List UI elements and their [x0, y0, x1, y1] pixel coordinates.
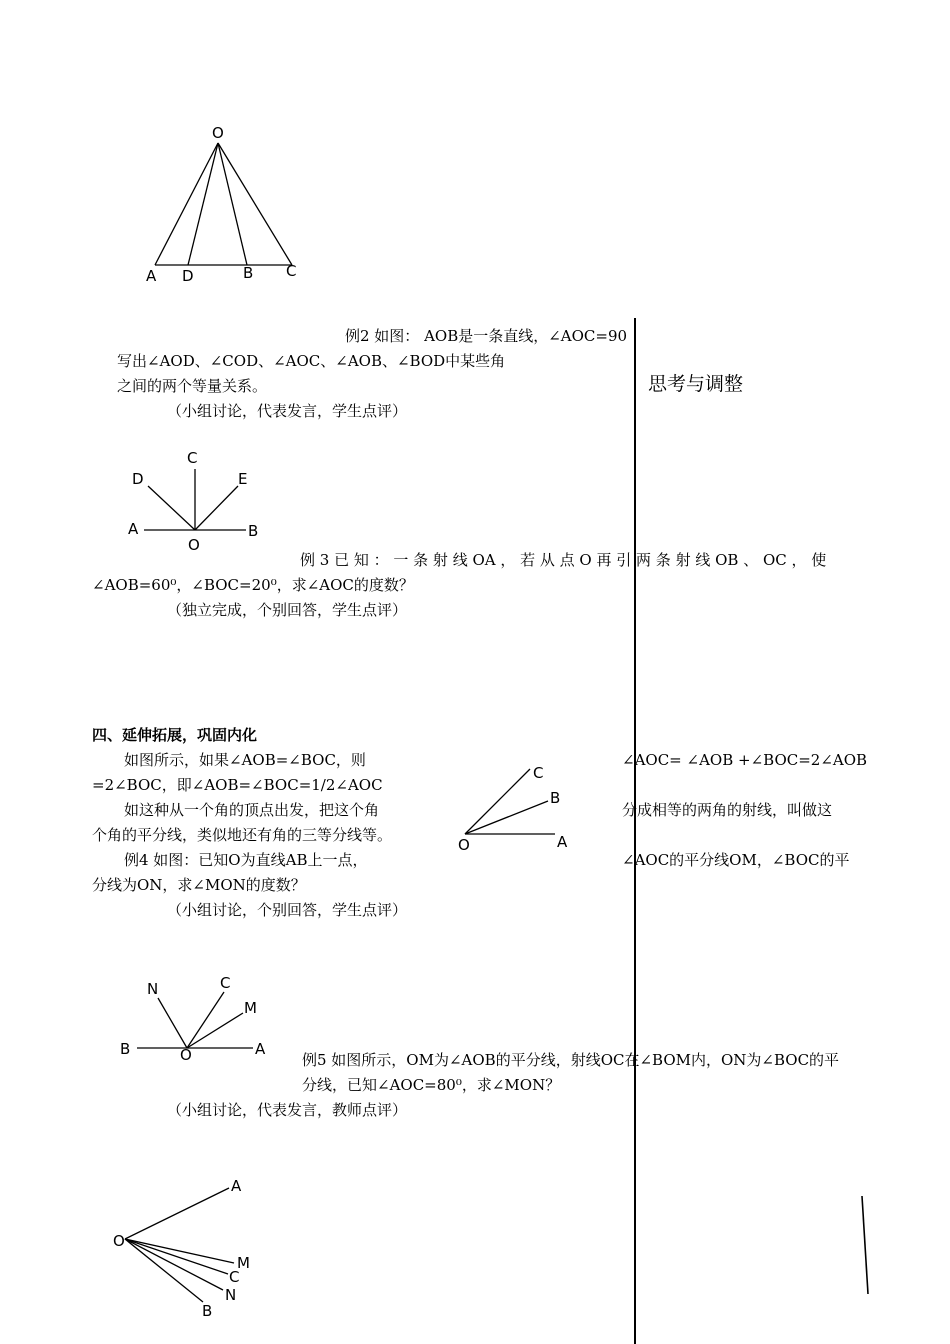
section4-p2-left: 如这种从一个角的顶点出发，把这个角 — [124, 801, 380, 819]
section4-p2-right: 分成相等的两角的射线，叫做这 — [622, 801, 833, 819]
fig5-label-c: C — [229, 1268, 240, 1286]
fig5-label-m: M — [237, 1254, 250, 1272]
section4-p1-right: ∠AOC= ∠AOB +∠BOC=2∠AOB — [622, 751, 868, 769]
fig1-label-d: D — [182, 267, 194, 285]
fig4-label-o: O — [180, 1046, 192, 1064]
fig4-label-a: A — [255, 1040, 266, 1058]
example3-note: （独立完成，个别回答，学生点评） — [167, 601, 408, 619]
margin-stroke — [862, 1196, 868, 1294]
figure-1-lines — [155, 143, 292, 265]
example4-right: ∠AOC的平分线OM，∠BOC的平 — [622, 851, 850, 869]
side-column-title: 思考与调整 — [648, 373, 744, 395]
fig3-label-b: B — [550, 789, 561, 807]
fig2-label-o: O — [188, 536, 200, 554]
example2-line1: 例2 如图： AOB是一条直线，∠AOC=90 — [345, 327, 628, 345]
example4-note: （小组讨论，个别回答，学生点评） — [167, 901, 408, 919]
section4-p1-line2: =2∠BOC，即∠AOB=∠BOC=1/2∠AOC — [92, 776, 383, 794]
example3-line2: ∠AOB=60⁰，∠BOC=20⁰，求∠AOC的度数？ — [92, 576, 414, 594]
fig2-label-b: B — [248, 522, 259, 540]
fig4-label-m: M — [244, 999, 257, 1017]
example4-left: 例4 如图：已知O为直线AB上一点， — [124, 851, 368, 869]
fig2-label-d: D — [132, 470, 144, 488]
example2-line3: 之间的两个等量关系。 — [117, 377, 268, 395]
fig2-label-a: A — [128, 520, 139, 538]
figure-3-lines — [465, 769, 555, 834]
fig1-label-b: B — [243, 264, 254, 282]
example5-line2: 分线，已知∠AOC=80⁰，求∠MON？ — [302, 1076, 561, 1094]
fig3-label-o: O — [458, 836, 470, 854]
fig5-label-n: N — [225, 1286, 237, 1304]
fig3-label-c: C — [533, 764, 544, 782]
fig5-label-b: B — [202, 1302, 213, 1320]
fig1-label-o: O — [212, 124, 224, 142]
figure-2-lines — [144, 469, 246, 530]
section4-p1-left: 如图所示，如果∠AOB=∠BOC，则 — [124, 751, 366, 769]
figure-4-lines — [137, 992, 253, 1048]
fig4-label-b: B — [120, 1040, 131, 1058]
example2-note: （小组讨论，代表发言，学生点评） — [167, 402, 408, 420]
column-divider — [634, 318, 636, 1344]
section4-p2-line2: 个角的平分线，类似地还有角的三等分线等。 — [92, 826, 393, 844]
figure-5-lines — [125, 1188, 237, 1304]
example5-note: （小组讨论，代表发言，教师点评） — [167, 1101, 408, 1119]
fig4-label-c: C — [220, 974, 231, 992]
fig2-label-c: C — [187, 449, 198, 467]
example2-line2: 写出∠AOD、∠COD、∠AOC、∠AOB、∠BOD中某些角 — [117, 352, 506, 370]
fig3-label-a: A — [557, 833, 568, 851]
fig5-label-o: O — [113, 1232, 125, 1250]
fig1-label-c: C — [286, 262, 297, 280]
section4-heading: 四、延伸拓展，巩固内化 — [92, 726, 258, 744]
fig5-label-a: A — [231, 1177, 242, 1195]
example5-line1: 例5 如图所示，OM为∠AOB的平分线，射线OC在∠BOM内，ON为∠BOC的平 — [302, 1051, 840, 1069]
fig1-label-a: A — [146, 267, 157, 285]
example4-line2: 分线为ON，求∠MON的度数？ — [92, 876, 306, 894]
example3-line1: 例 3 已 知 ： 一 条 射 线 OA ， 若 从 点 O 再 引 两 条 射 线 OB 、 OC ， 使 — [300, 551, 827, 569]
fig4-label-n: N — [147, 980, 159, 998]
fig2-label-e: E — [238, 470, 248, 488]
